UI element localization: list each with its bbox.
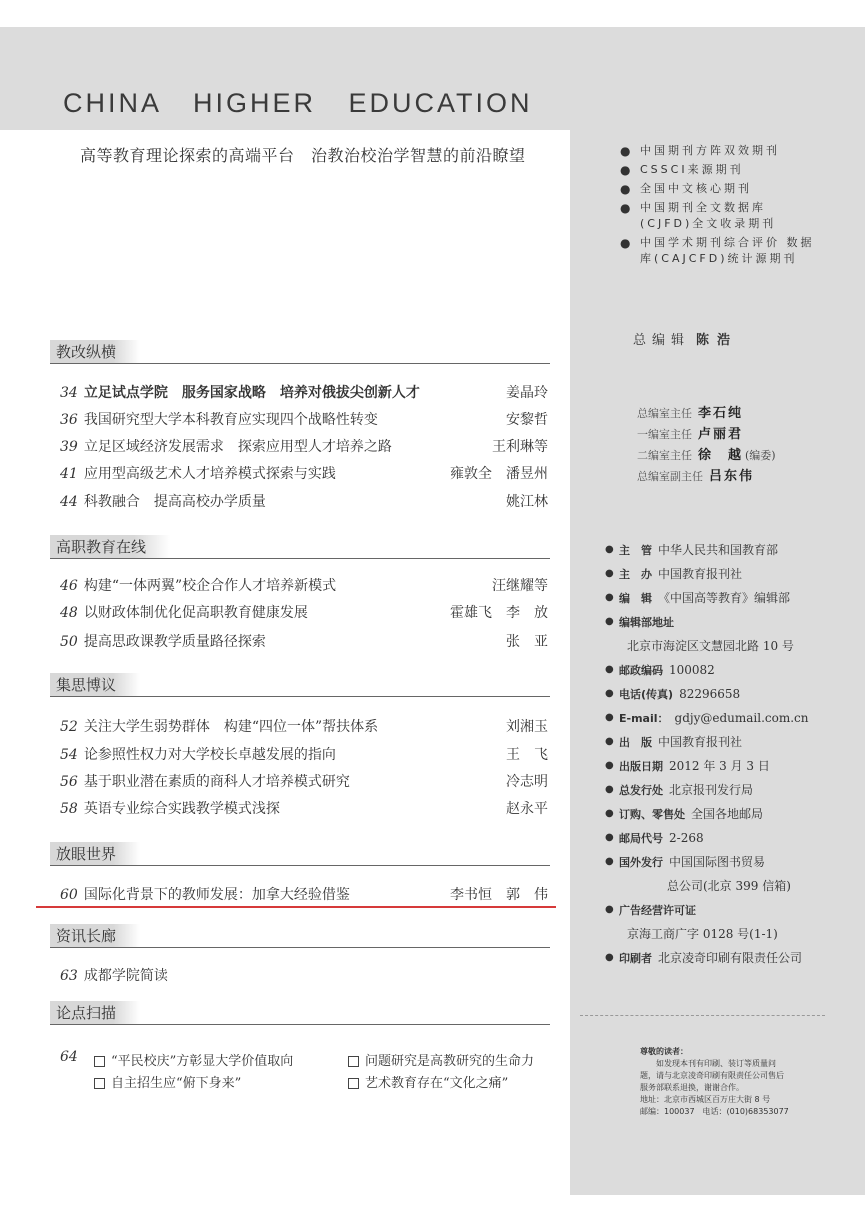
article-author: 刘湘玉 bbox=[506, 719, 548, 735]
article-row[interactable] bbox=[60, 797, 548, 821]
badge-list bbox=[620, 143, 820, 270]
article-page: 54 bbox=[60, 747, 78, 763]
article-page: 39 bbox=[60, 439, 78, 455]
article-page: 48 bbox=[60, 605, 78, 621]
article-page: 63 bbox=[60, 968, 78, 984]
section-header bbox=[50, 535, 550, 559]
pubinfo-value: 《中国高等教育》编辑部 bbox=[658, 591, 791, 605]
pubinfo-key: 主 办 bbox=[619, 568, 652, 581]
pubinfo-value: 北京报刊发行局 bbox=[669, 783, 754, 797]
badge-item: ● CSSCI来源期刊 bbox=[620, 163, 744, 177]
bullet-icon: ● bbox=[620, 201, 631, 215]
article-title: 我国研究型大学本科教育应实现四个战略性转变 bbox=[83, 412, 378, 428]
notice-line: 地址：北京市西城区百万庄大街 8 号 bbox=[640, 1095, 771, 1104]
article-title: 基于职业潜在素质的商科人才培养模式研究 bbox=[83, 774, 350, 790]
bullet-icon: ● bbox=[605, 592, 614, 603]
bullet-icon: ● bbox=[605, 784, 614, 795]
bullet-icon: ● bbox=[620, 236, 631, 250]
pubinfo-key: 国外发行 bbox=[619, 856, 663, 869]
office-row: 总编室副主任 吕东伟 bbox=[637, 469, 755, 484]
badge-item: ● 中国期刊全文数据库 (CJFD)全文收录期刊 bbox=[620, 201, 777, 230]
section-tab: 论点扫描 bbox=[50, 1001, 140, 1025]
article-row[interactable] bbox=[60, 715, 548, 739]
pubinfo-row bbox=[605, 588, 860, 612]
pubinfo-row bbox=[605, 660, 860, 684]
article-author: 王 飞 bbox=[506, 747, 548, 763]
article-title: 论参照性权力对大学校长卓越发展的指向 bbox=[83, 747, 336, 763]
article-title: 应用型高级艺术人才培养模式探索与实践 bbox=[83, 466, 336, 482]
pubinfo-row bbox=[605, 612, 860, 636]
pubinfo-continuation: 北京市海淀区文慧园北路 10 号 bbox=[627, 639, 794, 653]
notice-line: 如发现本刊有印刷、装订等质量问 bbox=[640, 1059, 776, 1068]
slogan: 高等教育理论探索的高端平台 治教治校治学智慧的前沿瞭望 bbox=[80, 146, 526, 165]
pubinfo-key: E-mail： bbox=[619, 712, 669, 725]
pubinfo-row bbox=[605, 564, 860, 588]
checkbox-icon bbox=[348, 1078, 359, 1089]
bullet-icon: ● bbox=[620, 144, 631, 158]
pubinfo-key: 编辑部地址 bbox=[619, 616, 674, 629]
pubinfo-key: 总发行处 bbox=[619, 784, 663, 797]
pubinfo-value: 全国各地邮局 bbox=[691, 807, 764, 821]
article-author: 王利琳等 bbox=[492, 439, 548, 455]
checkbox-icon bbox=[348, 1056, 359, 1067]
section-header bbox=[50, 842, 550, 866]
section-rule bbox=[50, 1024, 550, 1025]
section-header bbox=[50, 673, 550, 697]
bullet-icon: ● bbox=[605, 904, 614, 915]
bullet-icon: ● bbox=[605, 952, 614, 963]
article-author: 赵永平 bbox=[506, 801, 548, 817]
bullet-icon: ● bbox=[620, 163, 631, 177]
article-author: 李书恒 郭 伟 bbox=[450, 887, 548, 903]
pubinfo-value: 82296658 bbox=[679, 687, 741, 701]
pubinfo-value[interactable]: gdjy@edumail.com.cn bbox=[674, 711, 809, 725]
pubinfo-value: 中华人民共和国教育部 bbox=[658, 543, 779, 557]
pubinfo-row bbox=[605, 852, 860, 876]
article-title: 关注大学生弱势群体 构建“四位一体”帮扶体系 bbox=[83, 719, 379, 735]
article-author: 安黎哲 bbox=[506, 412, 548, 428]
article-page: 34 bbox=[60, 385, 78, 401]
article-row[interactable] bbox=[60, 743, 548, 767]
checkbox-icon bbox=[94, 1056, 105, 1067]
pubinfo-row bbox=[605, 732, 860, 756]
badge-item: ● 全国中文核心期刊 bbox=[620, 182, 752, 196]
badge-item: ● 中国学术期刊综合评价 数据库(CAJCFD)统计源期刊 bbox=[620, 236, 815, 265]
article-row[interactable] bbox=[60, 435, 548, 459]
article-page: 60 bbox=[60, 887, 78, 903]
reader-notice bbox=[640, 1046, 820, 1118]
section-rule bbox=[50, 865, 550, 866]
pubinfo-key: 广告经营许可证 bbox=[619, 904, 696, 917]
article-author: 姚江林 bbox=[506, 494, 548, 510]
publication-info bbox=[605, 540, 860, 972]
article-author: 姜晶玲 bbox=[506, 385, 548, 401]
bottom-item[interactable]: “平民校庆”方彰显大学价值取向 bbox=[94, 1050, 293, 1069]
checkbox-icon bbox=[94, 1078, 105, 1089]
section-rule bbox=[50, 947, 550, 948]
office-row: 一编室主任 卢丽君 bbox=[637, 427, 744, 442]
article-page: 52 bbox=[60, 719, 78, 735]
article-author: 汪继耀等 bbox=[492, 578, 548, 594]
article-row[interactable] bbox=[60, 770, 548, 794]
bullet-icon: ● bbox=[605, 760, 614, 771]
pubinfo-value: 2012 年 3 月 3 日 bbox=[669, 759, 770, 773]
section-tab: 放眼世界 bbox=[50, 842, 140, 866]
article-page: 44 bbox=[60, 494, 78, 510]
article-row[interactable] bbox=[60, 408, 548, 432]
notice-line: 尊敬的读者： bbox=[640, 1047, 688, 1056]
pubinfo-row bbox=[605, 708, 860, 732]
pubinfo-row bbox=[605, 828, 860, 852]
editor-in-chief: 总编辑 陈浩 bbox=[633, 333, 739, 348]
english-title: CHINA HIGHER EDUCATION bbox=[63, 88, 533, 118]
section-tab: 教改纵横 bbox=[50, 340, 140, 364]
bullet-icon: ● bbox=[605, 712, 614, 723]
section-header bbox=[50, 924, 550, 948]
bullet-icon: ● bbox=[605, 664, 614, 675]
bullet-icon: ● bbox=[605, 856, 614, 867]
article-author: 张 亚 bbox=[506, 634, 548, 650]
pubinfo-row bbox=[605, 684, 860, 708]
pubinfo-continuation: 总公司(北京 399 信箱) bbox=[667, 879, 791, 893]
section-tab: 资讯长廊 bbox=[50, 924, 140, 948]
article-page: 50 bbox=[60, 634, 78, 650]
article-row[interactable] bbox=[60, 601, 548, 625]
article-title: 英语专业综合实践教学模式浅探 bbox=[83, 801, 280, 817]
pubinfo-key: 订购、零售处 bbox=[619, 808, 685, 821]
pubinfo-continuation: 京海工商广字 0128 号(1-1) bbox=[627, 927, 778, 941]
pubinfo-row bbox=[605, 900, 860, 924]
bullet-icon: ● bbox=[605, 688, 614, 699]
article-row[interactable] bbox=[60, 381, 548, 405]
badge-item: ● 中国期刊方阵双效期刊 bbox=[620, 144, 780, 158]
section-tab: 高职教育在线 bbox=[50, 535, 170, 559]
pubinfo-value: 中国教育报刊社 bbox=[658, 735, 743, 749]
pubinfo-value: 中国教育报刊社 bbox=[658, 567, 743, 581]
article-title: 提高思政课教学质量路径探索 bbox=[83, 634, 266, 650]
pubinfo-value: 2-268 bbox=[669, 831, 704, 845]
section-header bbox=[50, 340, 550, 364]
article-title: 科教融合 提高高校办学质量 bbox=[83, 494, 266, 510]
article-title: 国际化背景下的教师发展：加拿大经验借鉴 bbox=[83, 887, 350, 903]
article-row[interactable] bbox=[60, 574, 548, 598]
office-row: 总编室主任 李石纯 bbox=[637, 406, 744, 421]
pubinfo-key: 印刷者 bbox=[619, 952, 652, 965]
bottom-page-number: 64 bbox=[60, 1049, 78, 1065]
section-rule bbox=[50, 558, 550, 559]
pubinfo-row bbox=[605, 780, 860, 804]
pubinfo-row bbox=[605, 948, 860, 972]
bullet-icon: ● bbox=[605, 736, 614, 747]
bottom-item[interactable]: 问题研究是高教研究的生命力 bbox=[348, 1050, 534, 1069]
article-title: 成都学院简读 bbox=[83, 968, 168, 984]
pubinfo-key: 电话(传真) bbox=[619, 688, 674, 701]
notice-line: 服务部联系退换，谢谢合作。 bbox=[640, 1083, 744, 1092]
article-page: 56 bbox=[60, 774, 78, 790]
pubinfo-value: 100082 bbox=[669, 663, 715, 677]
bullet-icon: ● bbox=[605, 568, 614, 579]
bottom-item[interactable]: 自主招生应“俯下身来” bbox=[94, 1072, 241, 1091]
pubinfo-value: 中国国际图书贸易 bbox=[669, 855, 766, 869]
article-row[interactable] bbox=[60, 490, 548, 514]
pubinfo-key: 主 管 bbox=[619, 544, 652, 557]
pubinfo-key: 出 版 bbox=[619, 736, 652, 749]
bottom-item[interactable]: 艺术教育存在“文化之痛” bbox=[348, 1072, 508, 1091]
section-rule bbox=[50, 363, 550, 364]
article-row[interactable] bbox=[60, 964, 548, 988]
article-row[interactable] bbox=[60, 630, 548, 654]
article-page: 36 bbox=[60, 412, 78, 428]
article-title: 构建“一体两翼”校企合作人才培养新模式 bbox=[83, 578, 337, 594]
notice-line: 邮编：100037 电话：(010)68353077 bbox=[640, 1107, 789, 1116]
bullet-icon: ● bbox=[620, 182, 631, 196]
pubinfo-row bbox=[605, 804, 860, 828]
pubinfo-value: 北京凌奇印刷有限责任公司 bbox=[658, 951, 803, 965]
article-title: 以财政体制优化促高职教育健康发展 bbox=[83, 605, 308, 621]
notice-line: 题，请与北京凌奇印刷有限责任公司售后 bbox=[640, 1071, 784, 1080]
pubinfo-row bbox=[605, 540, 860, 564]
bullet-icon: ● bbox=[605, 616, 614, 627]
pubinfo-key: 编 辑 bbox=[619, 592, 652, 605]
section-rule bbox=[50, 696, 550, 697]
article-page: 46 bbox=[60, 578, 78, 594]
article-title: 立足试点学院 服务国家战略 培养对俄拔尖创新人才 bbox=[83, 385, 420, 401]
article-author: 冷志明 bbox=[506, 774, 548, 790]
article-author: 雍敦全 潘昱州 bbox=[450, 466, 548, 482]
article-author: 霍雄飞 李 放 bbox=[450, 605, 548, 621]
office-row: 二编室主任 徐 越 (编委) bbox=[637, 448, 776, 463]
highlight-underline bbox=[36, 906, 556, 908]
section-tab: 集思博议 bbox=[50, 673, 140, 697]
pubinfo-key: 邮政编码 bbox=[619, 664, 663, 677]
article-page: 41 bbox=[60, 466, 78, 482]
article-row[interactable] bbox=[60, 462, 548, 486]
article-page: 58 bbox=[60, 801, 78, 817]
article-row[interactable] bbox=[60, 883, 548, 907]
pubinfo-row bbox=[605, 756, 860, 780]
pubinfo-key: 出版日期 bbox=[619, 760, 663, 773]
bullet-icon: ● bbox=[605, 544, 614, 555]
section-header bbox=[50, 1001, 550, 1025]
dashed-divider bbox=[580, 1015, 825, 1016]
article-title: 立足区域经济发展需求 探索应用型人才培养之路 bbox=[83, 439, 392, 455]
pubinfo-key: 邮局代号 bbox=[619, 832, 663, 845]
bullet-icon: ● bbox=[605, 832, 614, 843]
bullet-icon: ● bbox=[605, 808, 614, 819]
